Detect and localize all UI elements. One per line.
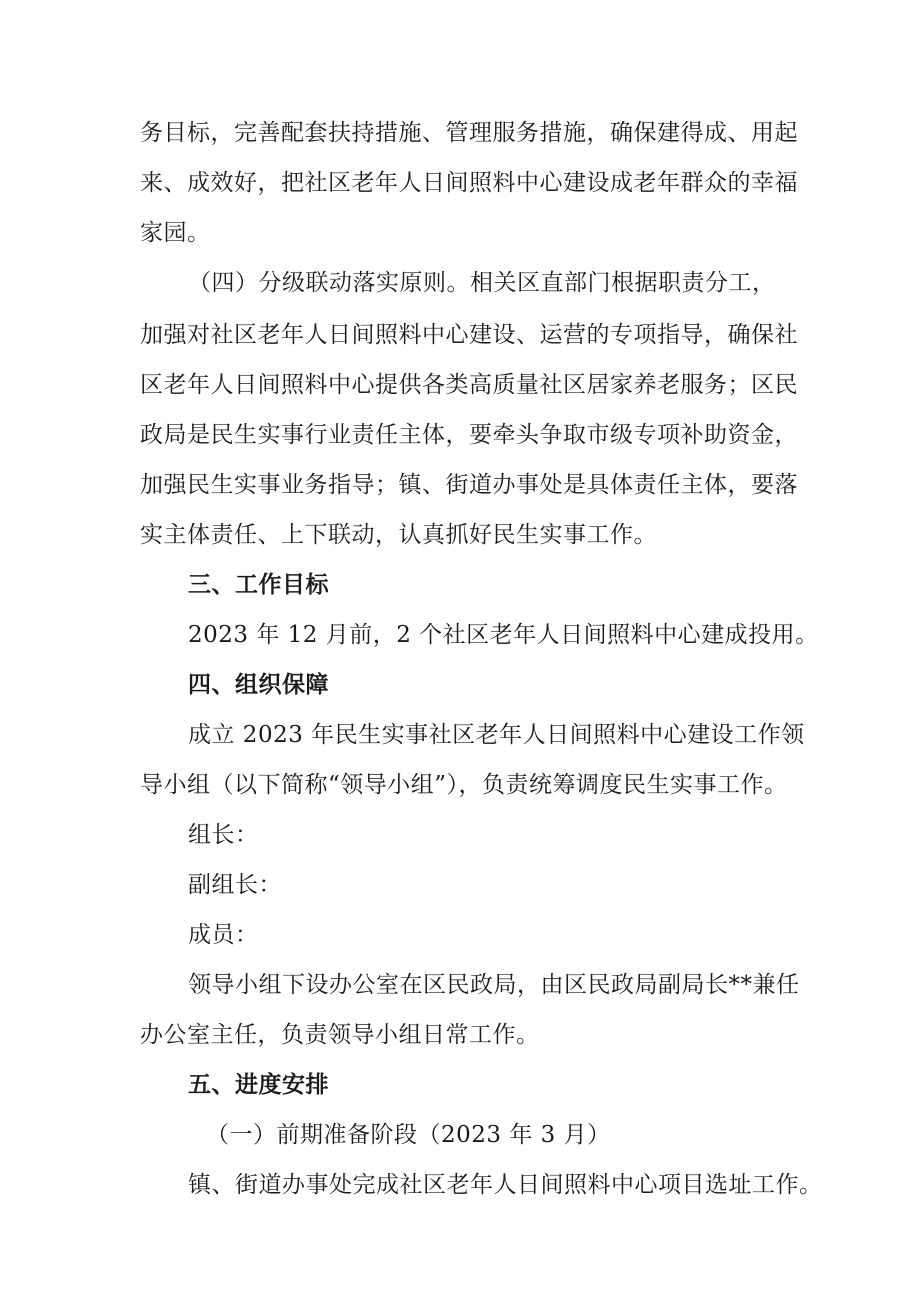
heading-work-goals: 三、工作目标 — [188, 572, 329, 598]
paragraph-line: 镇、街道办事处完成社区老年人日间照料中心项目选址工作。 — [188, 1172, 823, 1198]
paragraph-line: 务目标，完善配套扶持措施、管理服务措施，确保建得成、用起 — [140, 120, 798, 146]
paragraph-line: 来、成效好，把社区老年人日间照料中心建设成老年群众的幸福 — [140, 170, 798, 196]
paragraph-line: 加强对社区老年人日间照料中心建设、运营的专项指导，确保社 — [140, 322, 798, 348]
paragraph-line: 区老年人日间照料中心提供各类高质量社区居家养老服务；区民 — [140, 372, 798, 398]
paragraph-line: 实主体责任、上下联动，认真抓好民生实事工作。 — [140, 522, 657, 548]
subheading-preparation-stage: （一）前期准备阶段（2023 年 3 月） — [206, 1122, 611, 1148]
paragraph-line: 导小组（以下简称“领导小组”），负责统筹调度民生实事工作。 — [140, 772, 788, 798]
paragraph-line: 办公室主任，负责领导小组日常工作。 — [140, 1022, 540, 1048]
deputy-leader-label: 副组长： — [188, 872, 282, 898]
heading-schedule: 五、进度安排 — [188, 1072, 329, 1098]
section-4-principle-line: （四）分级联动落实原则。相关区直部门根据职责分工， — [188, 270, 776, 296]
paragraph-line: 2023 年 12 月前，2 个社区老年人日间照料中心建成投用。 — [188, 622, 819, 648]
paragraph-line: 加强民生实事业务指导；镇、街道办事处是具体责任主体，要落 — [140, 472, 798, 498]
heading-organization: 四、组织保障 — [188, 672, 329, 698]
paragraph-line: 家园。 — [140, 220, 211, 246]
paragraph-line: 成立 2023 年民生实事社区老年人日间照料中心建设工作领 — [188, 722, 805, 748]
paragraph-line: 政局是民生实事行业责任主体，要牵头争取市级专项补助资金， — [140, 422, 798, 448]
paragraph-line: 领导小组下设办公室在区民政局，由区民政局副局长**兼任 — [188, 972, 800, 998]
members-label: 成员： — [188, 922, 259, 948]
group-leader-label: 组长： — [188, 822, 259, 848]
